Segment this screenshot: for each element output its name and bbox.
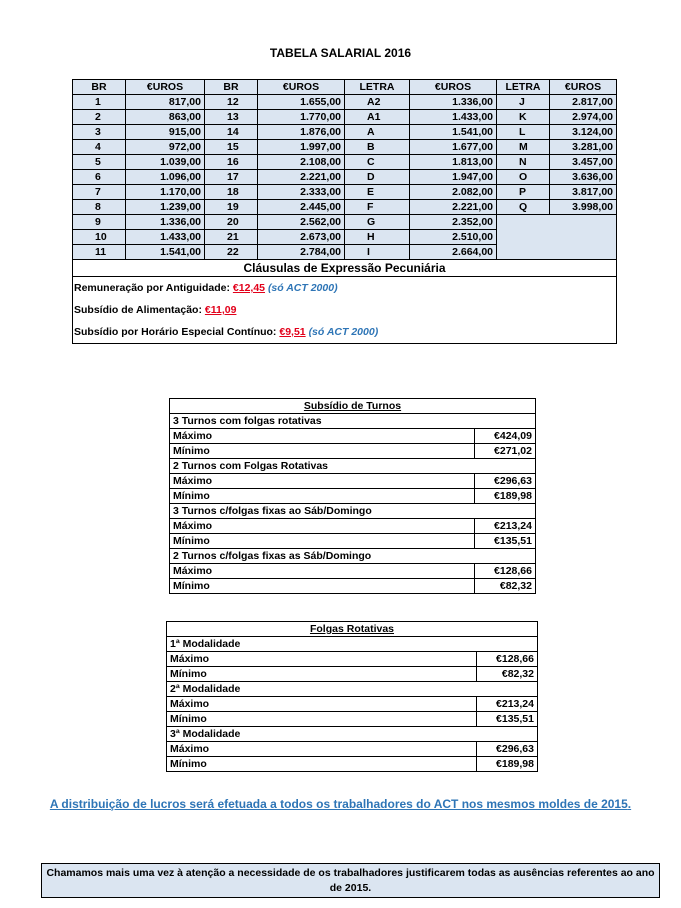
min-row xyxy=(170,534,536,549)
header-euros: €UROS xyxy=(258,80,345,95)
group-row xyxy=(170,504,536,519)
clauses-title-row xyxy=(73,260,617,277)
salary-code: O xyxy=(497,170,550,185)
min-value: €189,98 xyxy=(475,489,536,504)
salary-code: 7 xyxy=(73,185,126,200)
max-label: Máximo xyxy=(167,652,477,667)
salary-code: 19 xyxy=(205,200,258,215)
group-row xyxy=(170,459,536,474)
title-row xyxy=(167,622,538,637)
group-row xyxy=(167,682,538,697)
salary-value: 3.998,00 xyxy=(550,200,617,215)
folgas-table xyxy=(166,621,538,772)
header-br: BR xyxy=(205,80,258,95)
clause-label: Subsídio de Alimentação: xyxy=(74,304,202,316)
salary-code: D xyxy=(345,170,410,185)
max-value: €213,24 xyxy=(475,519,536,534)
header-euros: €UROS xyxy=(410,80,497,95)
min-value: €135,51 xyxy=(475,534,536,549)
salary-header-row xyxy=(73,80,617,95)
salary-value: 1.770,00 xyxy=(258,110,345,125)
max-value: €296,63 xyxy=(475,474,536,489)
min-label: Mínimo xyxy=(167,712,477,727)
max-row xyxy=(170,429,536,444)
salary-value: 2.784,00 xyxy=(258,245,345,260)
empty-cell xyxy=(497,215,617,260)
salary-value: 2.221,00 xyxy=(258,170,345,185)
table-title: Subsídio de Turnos xyxy=(170,399,536,414)
salary-code: 10 xyxy=(73,230,126,245)
min-value: €82,32 xyxy=(477,667,538,682)
salary-value: 1.170,00 xyxy=(126,185,205,200)
profit-distribution-note xyxy=(0,797,681,811)
salary-value: 915,00 xyxy=(126,125,205,140)
turnos-table xyxy=(169,398,536,594)
min-row xyxy=(170,444,536,459)
group-name: 3 Turnos com folgas rotativas xyxy=(170,414,536,429)
salary-code: 22 xyxy=(205,245,258,260)
header-letra: LETRA xyxy=(497,80,550,95)
group-row xyxy=(167,637,538,652)
salary-code: 12 xyxy=(205,95,258,110)
salary-code: 15 xyxy=(205,140,258,155)
header-br: BR xyxy=(73,80,126,95)
group-row xyxy=(170,414,536,429)
salary-value: 1.336,00 xyxy=(410,95,497,110)
min-label: Mínimo xyxy=(170,444,475,459)
salary-code: F xyxy=(345,200,410,215)
salary-row xyxy=(73,95,617,110)
clause-value: €11,09 xyxy=(204,304,237,316)
header-euros: €UROS xyxy=(126,80,205,95)
salary-code: L xyxy=(497,125,550,140)
clause-note: (só ACT 2000) xyxy=(308,326,379,338)
salary-value: 817,00 xyxy=(126,95,205,110)
salary-code: N xyxy=(497,155,550,170)
salary-value: 1.239,00 xyxy=(126,200,205,215)
max-row xyxy=(170,519,536,534)
salary-value: 1.433,00 xyxy=(410,110,497,125)
salary-value: 1.997,00 xyxy=(258,140,345,155)
clause-value: €12,45 xyxy=(232,282,266,294)
salary-value: 863,00 xyxy=(126,110,205,125)
clause-row xyxy=(73,299,617,321)
salary-code: 6 xyxy=(73,170,126,185)
max-value: €424,09 xyxy=(475,429,536,444)
salary-value: 1.947,00 xyxy=(410,170,497,185)
salary-value: 2.221,00 xyxy=(410,200,497,215)
salary-value: 972,00 xyxy=(126,140,205,155)
min-value: €135,51 xyxy=(477,712,538,727)
salary-code: 16 xyxy=(205,155,258,170)
salary-code: 3 xyxy=(73,125,126,140)
salary-code: C xyxy=(345,155,410,170)
max-row xyxy=(167,697,538,712)
salary-code: A xyxy=(345,125,410,140)
salary-row xyxy=(73,185,617,200)
max-value: €213,24 xyxy=(477,697,538,712)
group-name: 3ª Modalidade xyxy=(167,727,538,742)
salary-value: 3.457,00 xyxy=(550,155,617,170)
salary-code: 21 xyxy=(205,230,258,245)
min-row xyxy=(167,667,538,682)
salary-value: 2.082,00 xyxy=(410,185,497,200)
salary-value: 3.281,00 xyxy=(550,140,617,155)
group-name: 2 Turnos c/folgas fixas as Sáb/Domingo xyxy=(170,549,536,564)
min-row xyxy=(167,712,538,727)
page-title: TABELA SALARIAL 2016 xyxy=(269,46,412,60)
salary-code: K xyxy=(497,110,550,125)
group-name: 2 Turnos com Folgas Rotativas xyxy=(170,459,536,474)
salary-value: 1.096,00 xyxy=(126,170,205,185)
max-value: €296,63 xyxy=(477,742,538,757)
salary-value: 2.108,00 xyxy=(258,155,345,170)
header-euros: €UROS xyxy=(550,80,617,95)
salary-code: B xyxy=(345,140,410,155)
group-name: 3 Turnos c/folgas fixas ao Sáb/Domingo xyxy=(170,504,536,519)
group-row xyxy=(167,727,538,742)
min-row xyxy=(167,757,538,772)
salary-code: I xyxy=(345,245,410,260)
salary-row xyxy=(73,110,617,125)
salary-code: H xyxy=(345,230,410,245)
salary-code: 20 xyxy=(205,215,258,230)
salary-code: 11 xyxy=(73,245,126,260)
salary-code: 18 xyxy=(205,185,258,200)
salary-code: 9 xyxy=(73,215,126,230)
salary-value: 1.655,00 xyxy=(258,95,345,110)
clause-label: Subsídio por Horário Especial Contínuo: xyxy=(74,326,277,338)
header-letra: LETRA xyxy=(345,80,410,95)
title-row xyxy=(170,399,536,414)
salary-value: 2.562,00 xyxy=(258,215,345,230)
salary-code: P xyxy=(497,185,550,200)
min-row xyxy=(170,579,536,594)
clause-row xyxy=(73,277,617,300)
clause-value: €9,51 xyxy=(279,326,306,338)
max-row xyxy=(167,652,538,667)
salary-code: Q xyxy=(497,200,550,215)
min-value: €189,98 xyxy=(477,757,538,772)
min-label: Mínimo xyxy=(170,534,475,549)
salary-value: 1.876,00 xyxy=(258,125,345,140)
salary-value: 2.352,00 xyxy=(410,215,497,230)
max-label: Máximo xyxy=(170,429,475,444)
clause-note: (só ACT 2000) xyxy=(267,282,338,294)
max-label: Máximo xyxy=(167,742,477,757)
max-row xyxy=(167,742,538,757)
max-label: Máximo xyxy=(170,474,475,489)
min-label: Mínimo xyxy=(170,579,475,594)
salary-code: A2 xyxy=(345,95,410,110)
salary-value: 1.541,00 xyxy=(410,125,497,140)
salary-row xyxy=(73,155,617,170)
salary-code: 14 xyxy=(205,125,258,140)
max-label: Máximo xyxy=(170,564,475,579)
group-row xyxy=(170,549,536,564)
salary-value: 3.817,00 xyxy=(550,185,617,200)
salary-value: 1.677,00 xyxy=(410,140,497,155)
salary-row xyxy=(73,140,617,155)
clauses-title: Cláusulas de Expressão Pecuniária xyxy=(73,260,617,277)
salary-code: M xyxy=(497,140,550,155)
salary-row xyxy=(73,215,617,230)
salary-code: A1 xyxy=(345,110,410,125)
max-value: €128,66 xyxy=(475,564,536,579)
salary-value: 2.974,00 xyxy=(550,110,617,125)
max-row xyxy=(170,564,536,579)
group-name: 2ª Modalidade xyxy=(167,682,538,697)
salary-code: J xyxy=(497,95,550,110)
max-label: Máximo xyxy=(167,697,477,712)
min-label: Mínimo xyxy=(170,489,475,504)
max-label: Máximo xyxy=(170,519,475,534)
salary-value: 1.039,00 xyxy=(126,155,205,170)
salary-code: 8 xyxy=(73,200,126,215)
salary-code: 5 xyxy=(73,155,126,170)
clause-label: Remuneração por Antiguidade: xyxy=(74,282,230,294)
salary-value: 2.817,00 xyxy=(550,95,617,110)
max-row xyxy=(170,474,536,489)
salary-row xyxy=(73,125,617,140)
salary-code: 13 xyxy=(205,110,258,125)
salary-code: 17 xyxy=(205,170,258,185)
salary-value: 3.636,00 xyxy=(550,170,617,185)
salary-value: 2.333,00 xyxy=(258,185,345,200)
salary-value: 1.541,00 xyxy=(126,245,205,260)
salary-value: 2.445,00 xyxy=(258,200,345,215)
salary-code: 4 xyxy=(73,140,126,155)
salary-value: 2.664,00 xyxy=(410,245,497,260)
salary-value: 1.336,00 xyxy=(126,215,205,230)
table-title: Folgas Rotativas xyxy=(167,622,538,637)
salary-code: 2 xyxy=(73,110,126,125)
clause-row xyxy=(73,321,617,344)
salary-value: 2.673,00 xyxy=(258,230,345,245)
max-value: €128,66 xyxy=(477,652,538,667)
salary-row xyxy=(73,200,617,215)
profit-note-text: A distribuição de lucros será efetuada a todos os trabalhadores do ACT nos mesmos moldes de 2015 xyxy=(49,797,628,811)
min-label: Mínimo xyxy=(167,757,477,772)
salary-value: 3.124,00 xyxy=(550,125,617,140)
profit-note-period: . xyxy=(627,797,632,811)
salary-row xyxy=(73,170,617,185)
salary-value: 2.510,00 xyxy=(410,230,497,245)
group-name: 1ª Modalidade xyxy=(167,637,538,652)
salary-code: 1 xyxy=(73,95,126,110)
salary-table xyxy=(72,79,617,344)
min-row xyxy=(170,489,536,504)
min-value: €82,32 xyxy=(475,579,536,594)
min-value: €271,02 xyxy=(475,444,536,459)
salary-value: 1.433,00 xyxy=(126,230,205,245)
salary-code: G xyxy=(345,215,410,230)
salary-code: E xyxy=(345,185,410,200)
min-label: Mínimo xyxy=(167,667,477,682)
salary-value: 1.813,00 xyxy=(410,155,497,170)
absence-notice-box: Chamamos mais uma vez à atenção a necessidade de os trabalhadores justificarem todas as ausências referentes ao ano de 2015. xyxy=(41,863,660,898)
